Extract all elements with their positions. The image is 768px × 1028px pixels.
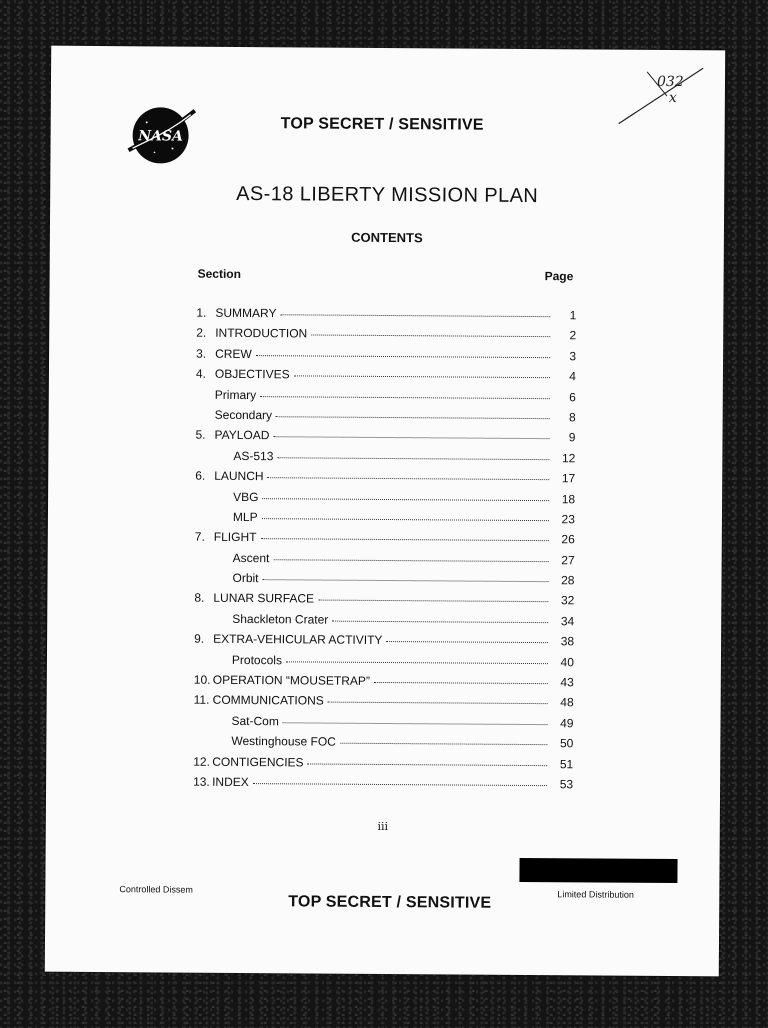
toc-entry-number: 7. [194, 529, 205, 545]
toc-entry-label: PAYLOAD [214, 428, 270, 443]
toc-entry [194, 652, 574, 675]
toc-leader-dots [386, 640, 548, 643]
toc-entry-label: Shackleton Crater [232, 611, 329, 627]
handwritten-stamp [617, 66, 707, 127]
toc-entry-label: SUMMARY [215, 305, 277, 321]
toc-entry-label: AS-513 [233, 448, 274, 463]
toc-entry-number: 11. [193, 693, 210, 708]
toc-entry-label: EXTRA-VEHICULAR ACTIVITY [213, 632, 383, 648]
footer-right: Limited Distribution [557, 889, 634, 900]
toc-entry-page: 1 [569, 308, 577, 323]
toc-leader-dots [294, 375, 550, 379]
toc-leader-dots [318, 599, 548, 603]
toc-entry-page: 40 [560, 654, 574, 669]
toc-entry-number: 9. [194, 631, 205, 646]
toc-leader-dots [262, 497, 549, 501]
toc-entry [196, 326, 576, 349]
toc-leader-dots [273, 436, 549, 440]
toc-entry-label: Protocols [231, 652, 283, 667]
toc-entry [195, 510, 575, 533]
toc-entry-number: 8. [194, 591, 205, 606]
toc-entry-page: 50 [559, 736, 574, 751]
toc-entry [195, 448, 575, 471]
toc-entry [194, 612, 574, 635]
toc-entry-label: LAUNCH [214, 468, 264, 484]
toc-leader-dots [283, 721, 548, 725]
toc-entry-label: Ascent [232, 550, 270, 565]
toc-entry-page: 23 [561, 512, 575, 527]
toc-entry [194, 693, 574, 716]
toc-entry-label: Westinghouse FOC [231, 734, 336, 749]
redaction-bar [519, 858, 677, 883]
toc-entry-page: 48 [560, 695, 574, 710]
toc-entry-label: Primary [214, 387, 257, 402]
toc-entry [195, 530, 575, 553]
toc-entry-label: CONTIGENCIES [212, 754, 304, 770]
toc-leader-dots [328, 701, 548, 705]
contents-heading: CONTENTS [351, 229, 423, 246]
document-title: AS-18 LIBERTY MISSION PLAN [236, 182, 539, 208]
toc-entry-page: 34 [560, 614, 575, 629]
toc-entry-page: 3 [569, 349, 577, 364]
classification-header: TOP SECRET / SENSITIVE [280, 115, 484, 134]
document-page [45, 46, 725, 977]
toc-entry-page: 49 [560, 716, 574, 731]
toc-entry-page: 8 [568, 410, 576, 425]
stamp-number: 032 [656, 73, 684, 91]
toc-leader-dots [332, 619, 548, 623]
nasa-logo [124, 102, 196, 167]
toc-leader-dots [268, 476, 550, 480]
toc-entry [196, 367, 576, 390]
toc-entry-number: 10. [193, 672, 211, 687]
toc-entry-page: 32 [560, 593, 575, 608]
toc-entry-label: INTRODUCTION [215, 326, 308, 341]
toc-entry-label: OPERATION “MOUSETRAP” [212, 672, 370, 688]
toc-entry [196, 387, 576, 410]
toc-entry [194, 591, 574, 614]
toc-entry-number: 13. [193, 774, 210, 789]
toc-entry [193, 713, 573, 736]
toc-entry-page: 9 [568, 430, 576, 445]
toc-entry [196, 346, 576, 369]
toc-entry [194, 632, 574, 655]
toc-leader-dots [277, 456, 549, 460]
toc-entry [195, 469, 575, 492]
section-column-header: Section [197, 266, 242, 281]
toc-leader-dots [260, 537, 548, 541]
stamp-mark: x [668, 89, 677, 107]
toc-leader-dots [280, 313, 550, 317]
toc-entry [193, 775, 573, 798]
table-of-contents [193, 306, 576, 798]
toc-entry-label: FLIGHT [213, 530, 257, 545]
toc-entry-number: 3. [196, 346, 207, 361]
toc-entry-page: 38 [560, 634, 575, 649]
toc-entry-page: 53 [559, 777, 574, 792]
toc-leader-dots [263, 578, 549, 582]
toc-entry [196, 408, 576, 431]
toc-entry-number: 4. [195, 366, 207, 381]
toc-entry-page: 43 [560, 675, 574, 690]
toc-entry [195, 428, 575, 451]
toc-entry-page: 4 [569, 369, 576, 384]
classification-footer: TOP SECRET / SENSITIVE [288, 893, 492, 912]
toc-entry-number: 5. [195, 428, 206, 443]
toc-entry-number: 6. [195, 468, 206, 483]
logo-text: NASA [138, 128, 183, 145]
toc-entry-label: MLP [232, 509, 258, 525]
toc-leader-dots [286, 660, 548, 664]
toc-leader-dots [308, 762, 548, 766]
footer-left: Controlled Dissem [119, 884, 193, 895]
toc-entry [193, 754, 573, 777]
page-column-header: Page [544, 269, 574, 284]
toc-leader-dots [260, 395, 550, 399]
toc-entry-number: 12. [193, 754, 210, 769]
toc-entry [195, 550, 575, 573]
toc-leader-dots [256, 354, 550, 358]
toc-entry-label: Sat-Com [231, 713, 279, 729]
toc-entry-label: Orbit [232, 571, 259, 586]
toc-entry-number: 1. [196, 305, 207, 320]
toc-leader-dots [276, 415, 550, 419]
toc-leader-dots [262, 517, 549, 521]
toc-entry-label: OBJECTIVES [214, 366, 290, 382]
toc-entry-page: 18 [561, 491, 576, 506]
toc-entry-label: VBG [233, 489, 259, 504]
toc-entry-label: LUNAR SURFACE [213, 591, 315, 606]
toc-entry [193, 734, 573, 757]
toc-entry-page: 26 [561, 532, 575, 547]
toc-entry-page: 2 [569, 328, 577, 343]
toc-leader-dots [374, 681, 548, 684]
toc-entry-page: 51 [559, 756, 574, 771]
toc-entry [194, 571, 574, 594]
toc-entry-page: 28 [561, 573, 575, 588]
toc-entry [195, 489, 575, 512]
toc-leader-dots [273, 558, 548, 562]
toc-entry-number: 2. [196, 326, 207, 341]
toc-entry-label: Secondary [214, 407, 273, 423]
toc-entry [196, 306, 576, 329]
toc-entry-page: 12 [561, 450, 576, 466]
toc-entry-label: COMMUNICATIONS [212, 693, 324, 708]
toc-entry-page: 27 [561, 552, 575, 568]
toc-entry [194, 673, 574, 696]
toc-entry-label: INDEX [212, 774, 249, 790]
toc-leader-dots [253, 782, 547, 786]
toc-leader-dots [311, 334, 550, 338]
toc-leader-dots [340, 742, 548, 745]
toc-entry-page: 6 [569, 389, 576, 404]
page-number: iii [377, 819, 389, 834]
toc-entry-page: 17 [561, 471, 576, 486]
toc-entry-label: CREW [215, 346, 252, 361]
